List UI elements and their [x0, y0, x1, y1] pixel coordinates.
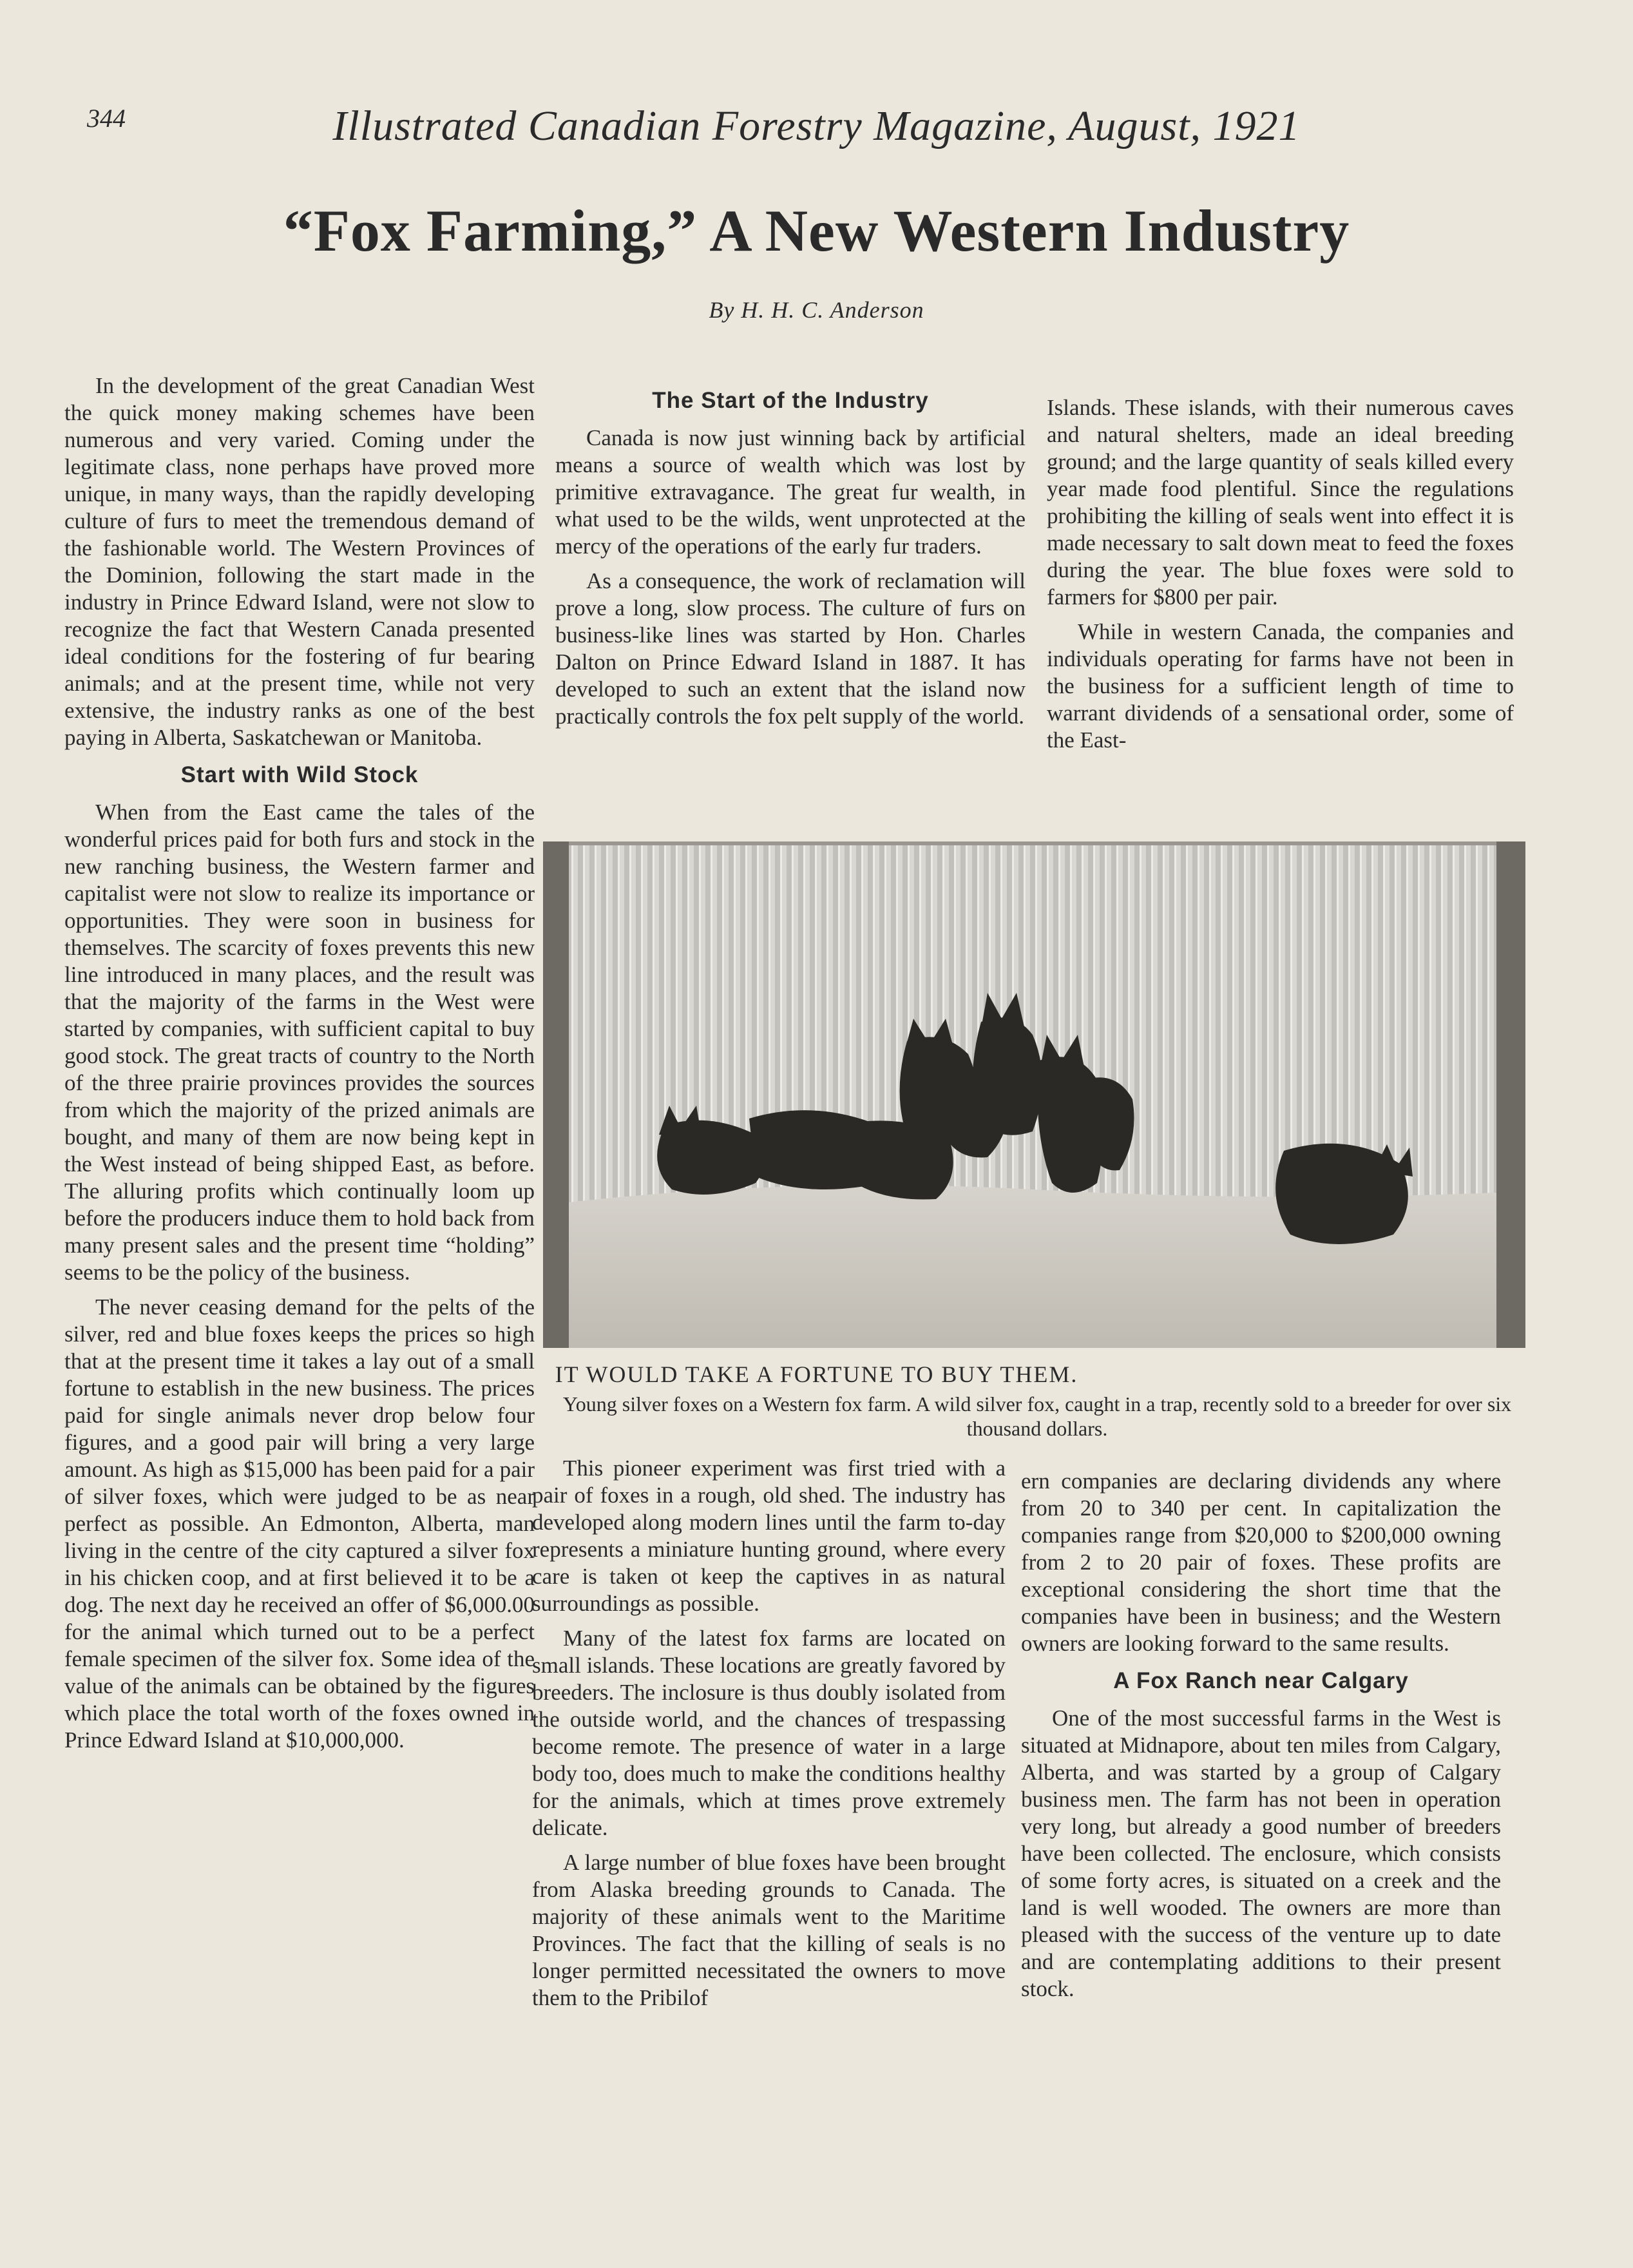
paragraph: In the development of the great Canadian West the quick money making schemes have been numerous and very varied. Coming under the legitimate class, none perhaps have proved more unique, in many ways, than the rapidly developing culture of furs to meet the tremendous demand of the fashionable world. The Western Provinces of the Dominion, following the start made in the industry in Prince Edward Island, were not slow to recognize the fact that Western Canada presented ideal conditions for the fostering of fur bearing animals; and at the present time, while not very extensive, the industry ranks as one of the best paying in Alberta, Saskatchewan or Manitoba. — [64, 373, 535, 750]
paragraph: One of the most successful farms in the West is situated at Midnapore, about ten miles from Calgary, Alberta, and was started by a group of Calgary business men. The farm has not been in operation very long, but already a good number of breeders have been collected. The enclosure, which consists of some forty acres, is situated on a creek and the land is well wooded. The owners are more than pleased with the success of the venture up to date and are contemplating additions to their present stock. — [1021, 1706, 1501, 2001]
column-right-top — [1047, 394, 1514, 762]
section-heading: A Fox Ranch near Calgary — [1113, 1668, 1409, 1693]
column-middle-top — [555, 377, 1026, 738]
section-heading: Start with Wild Stock — [180, 762, 419, 787]
paragraph: ern companies are declaring dividends any where from 20 to 340 per cent. In capitalization the companies range from $20,000 to $200,000 owning from 2 to 20 pair of foxes. These profits are exceptional considering the short time that the companies have been in business; and the Western owners are looking forward to the same results. — [1021, 1468, 1501, 1656]
column-left — [64, 372, 535, 1762]
paragraph: A large number of blue foxes have been brought from Alaska breeding grounds to Canada. The majority of these animals went to the Maritime Provinces. The fact that the killing of seals is no longer permitted necessitated the owners to move them to the Pribilof — [532, 1850, 1006, 2010]
fox-photo — [543, 841, 1525, 1348]
paragraph: As a consequence, the work of reclamation will prove a long, slow process. The culture of furs on business-like lines was started by Hon. Charles Dalton on Prince Edward Island in 1887. It has developed to such an extent that the island now practically controls the fox pelt supply of the world. — [555, 568, 1026, 729]
photo-caption-head: IT WOULD TAKE A FORTUNE TO BUY THEM. — [555, 1361, 1078, 1387]
paragraph: The never ceasing demand for the pelts of the silver, red and blue foxes keeps the prices so high that at the present time it takes a lay out of a small fortune to establish in the new business. The prices paid for single animals never drop below four figures, and a good pair will bring a very large amount. As high as $15,000 has been paid for a pair of silver foxes, which were judged to be as near perfect as possible. An Edmonton, Alberta, man living in the centre of the city captured a silver fox in his chicken coop, and at first believed it to be a dog. The next day he received an offer of $6,000.00 for the animal which turned out to be a perfect female specimen of the silver fox. Some idea of the value of the animals can be obtained by the figures which place the total worth of the foxes owned in Prince Edward Island at $10,000,000. — [64, 1294, 535, 1753]
section-heading: The Start of the Industry — [652, 388, 929, 413]
fox-photo-image — [543, 841, 1525, 1348]
paragraph: When from the East came the tales of the wonderful prices paid for both furs and stock in the new ranching business, the Western farmer and capitalist were not slow to realize its importance or opportunities. They were soon in business for themselves. The scarcity of foxes prevents this new line introduced in many places, and the result was that the majority of the farms in the West were started by companies, with sufficient capital to buy good stock. The great tracts of country to the North of the three prairie provinces provides the sources from which the majority of the prized animals are bought, and many of them are now being kept in the West instead of being shipped East, as before. The alluring profits which continually loom up before the producers induce them to hold back from many present sales and the present time “holding” seems to be the policy of the business. — [64, 800, 535, 1285]
paragraph: Canada is now just winning back by artificial means a source of wealth which was lost by primitive extravagance. The great fur wealth, in what used to be the wilds, went unprotected at the mercy of the operations of the early fur traders. — [555, 425, 1026, 559]
paragraph: Many of the latest fox farms are located on small islands. These locations are greatly favored by breeders. The inclosure is thus doubly isolated from the outside world, and the chances of trespassing become remote. The presence of water in a large body too, does much to make the conditions healthy for the animals, which at times prove extremely delicate. — [532, 1626, 1006, 1840]
paragraph: While in western Canada, the companies and individuals operating for farms have not been in the business for a sufficient length of time to warrant dividends of a sensational order, some of the East- — [1047, 619, 1514, 753]
paragraph: This pioneer experiment was first tried with a pair of foxes in a rough, old shed. The industry has developed along modern lines until the farm to-day represents a miniature hunting ground, where every care is taken ot keep the captives in as natural surroundings as possible. — [532, 1456, 1006, 1616]
byline: By H. H. C. Anderson — [709, 297, 924, 323]
running-head: Illustrated Canadian Forestry Magazine, August, 1921 — [332, 102, 1301, 149]
paragraph: Islands. These islands, with their numerous caves and natural shelters, made an ideal breeding ground; and the large quantity of seals killed every year made food plentiful. Since the regulations prohibiting the killing of seals went into effect it is made necessary to salt down meat to feed the foxes during the year. The blue foxes were sold to farmers for $800 per pair. — [1047, 395, 1514, 610]
page-number: 344 — [87, 104, 126, 133]
column-middle-bottom — [532, 1455, 1006, 2019]
article-title: “Fox Farming,” A New Western Industry — [283, 198, 1350, 264]
column-right-bottom — [1021, 1468, 1501, 2010]
photo-caption: Young silver foxes on a Western fox farm. A wild silver fox, caught in a trap, recently sold to a breeder for over six thousand dollars. — [562, 1392, 1512, 1440]
